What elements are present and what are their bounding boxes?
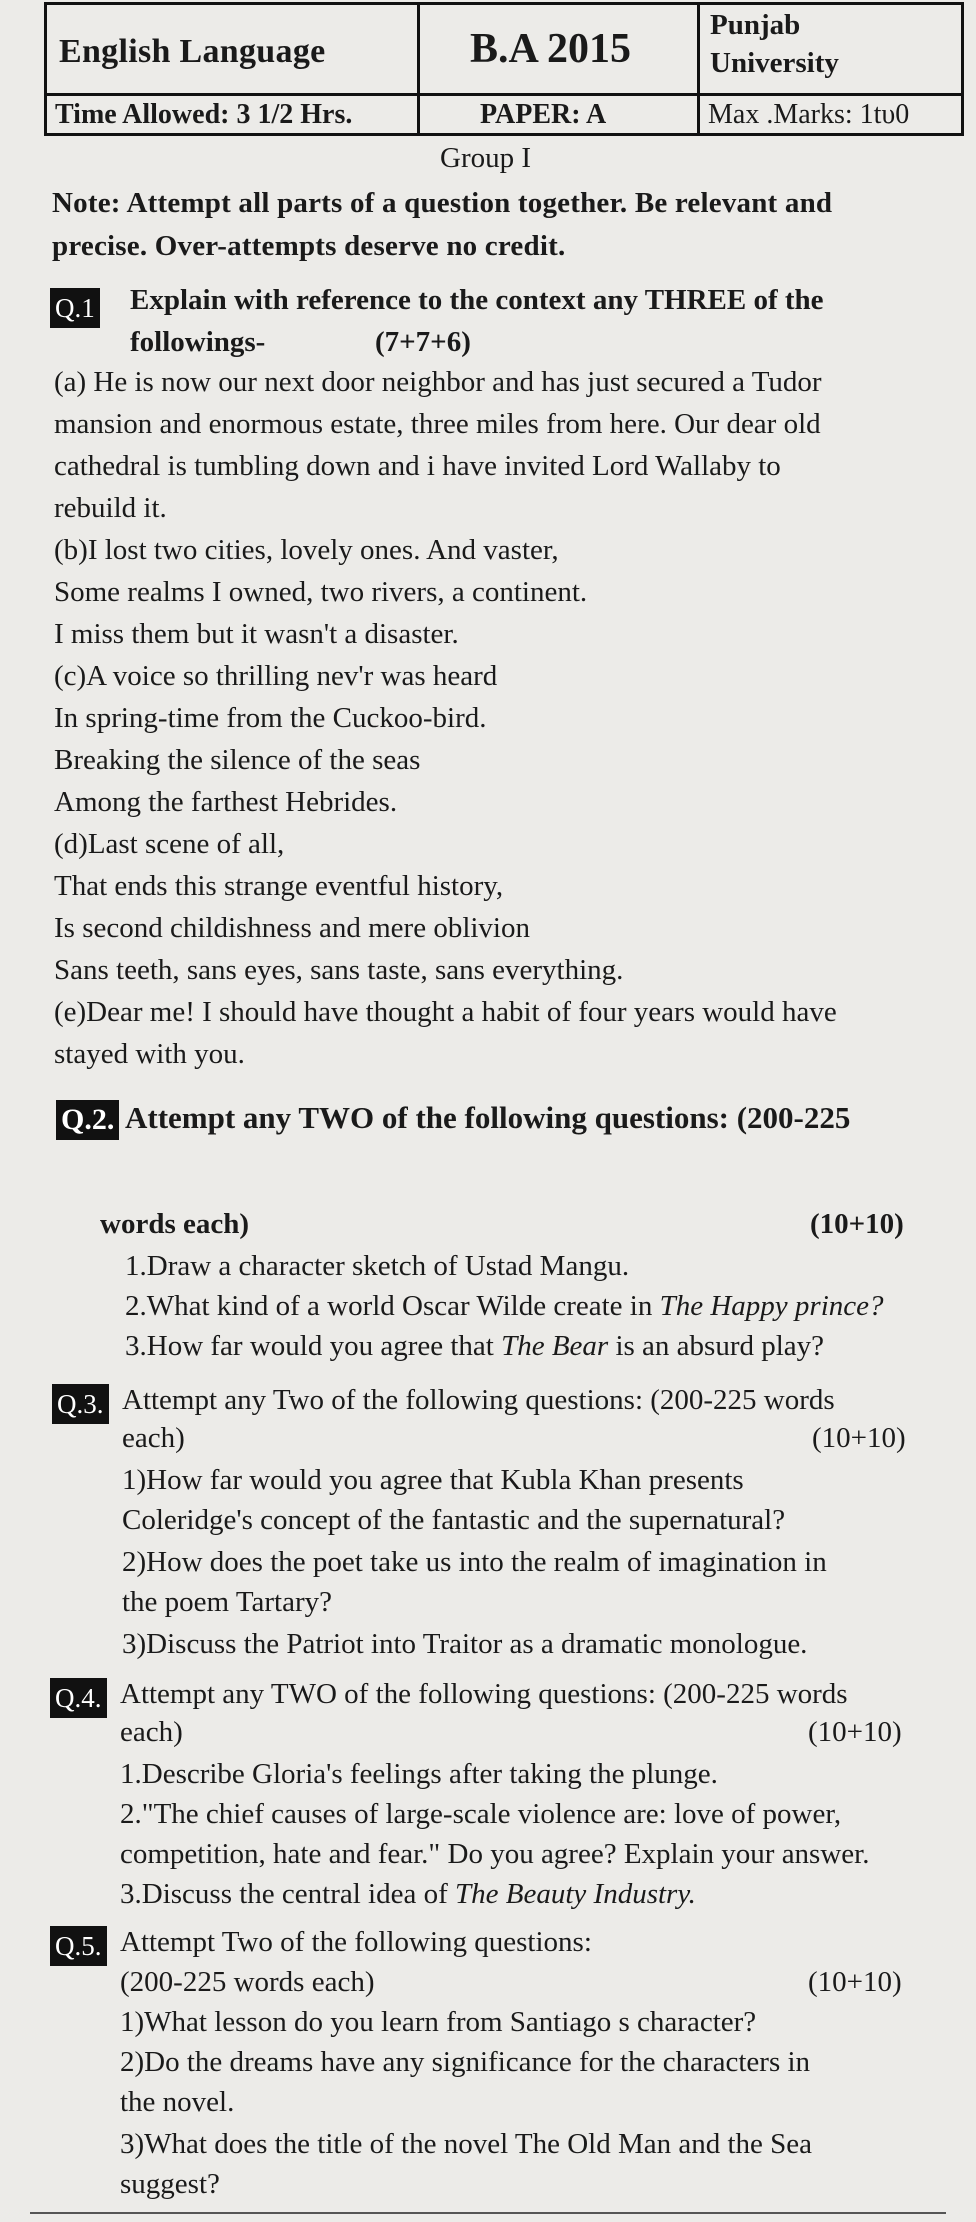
q5-marks: (10+10) [808,1966,902,1998]
q1-line: cathedral is tumbling down and i have invited Lord Wallaby to [54,450,781,482]
header-table [44,2,964,136]
q1-marks: (7+7+6) [375,326,471,358]
q1-line: stayed with you. [54,1038,245,1070]
q1-title-line1: Explain with reference to the context any THREE of the [130,284,824,316]
q1-line: That ends this strange eventful history, [54,870,504,902]
q3-line: 1)How far would you agree that Kubla Khan presents [122,1464,744,1496]
q1-line: rebuild it. [54,492,167,524]
q2-title-line2: words each) [100,1208,250,1240]
q2-item: 1.Draw a character sketch of Ustad Mangu. [125,1250,630,1282]
q3-line: 2)How does the poet take us into the realm of imagination in [122,1546,827,1578]
q1-line: (b)I lost two cities, lovely ones. And vaster, [54,534,559,566]
question-badge-q4: Q.4. [50,1678,107,1718]
q1-line: Among the farthest Hebrides. [54,786,398,818]
q4-line: 2."The chief causes of large-scale violence are: love of power, [120,1798,842,1830]
university-name-line2: University [710,47,839,79]
question-badge-q2: Q.2. [56,1100,119,1140]
question-badge-q1: Q.1 [50,288,100,328]
note-line-1: Note: Attempt all parts of a question together. Be relevant and [52,187,833,219]
q3-line: 3)Discuss the Patriot into Traitor as a dramatic monologue. [122,1628,808,1660]
q4-title: Attempt any TWO of the following questions: (200-225 words [120,1678,848,1710]
q1-line: Some realms I owned, two rivers, a continent. [54,576,588,608]
q2-item: 2.What kind of a world Oscar Wilde create in The Happy prince? [125,1290,884,1322]
q4-line: 3.Discuss the central idea of The Beauty Industry. [120,1878,696,1910]
instruction-note [52,182,967,268]
q1-line: mansion and enormous estate, three miles from here. Our dear old [54,408,821,440]
q1-line: I miss them but it wasn't a disaster. [54,618,459,650]
q1-line: (c)A voice so thrilling nev'r was heard [54,660,498,692]
q2-marks: (10+10) [810,1208,904,1240]
q1-line: Sans teeth, sans eyes, sans taste, sans everything. [54,954,624,986]
q5-line: the novel. [120,2086,235,2118]
q3-marks: (10+10) [812,1422,906,1454]
q3-line: Coleridge's concept of the fantastic and the supernatural? [122,1504,786,1536]
q1-line: (a) He is now our next door neighbor and has just secured a Tudor [54,366,822,398]
q4-line: competition, hate and fear." Do you agree? Explain your answer. [120,1838,870,1870]
q3-title: Attempt any Two of the following questions: (200-225 words [122,1384,835,1416]
q4-line: 1.Describe Gloria's feelings after taking the plunge. [120,1758,718,1790]
q3-title-line2: each) [122,1422,185,1454]
q1-line: (d)Last scene of all, [54,828,285,860]
q1-title-line2: followings- [130,326,266,358]
bottom-divider [30,2212,946,2214]
q4-marks: (10+10) [808,1716,902,1748]
max-marks: Max .Marks: 1tυ0 [708,99,910,130]
q3-line: the poem Tartary? [122,1586,333,1618]
q5-line: suggest? [120,2168,220,2200]
subject-title: English Language [59,33,326,70]
q5-line: 3)What does the title of the novel The Old Man and the Sea [120,2128,813,2160]
question-badge-q3: Q.3. [52,1384,109,1424]
note-line-2: precise. Over-attempts deserve no credit. [52,230,566,262]
degree-year: B.A 2015 [470,26,632,72]
q4-title-line2: each) [120,1716,183,1748]
q5-title-line2: (200-225 words each) [120,1966,375,1998]
q1-line: Is second childishness and mere oblivion [54,912,530,944]
group-heading: Group I [440,142,532,174]
q5-line: 2)Do the dreams have any significance for the characters in [120,2046,811,2078]
q1-line: (e)Dear me! I should have thought a habit of four years would have [54,996,837,1028]
q1-line: In spring-time from the Cuckoo-bird. [54,702,487,734]
q1-line: Breaking the silence of the seas [54,744,421,776]
paper-label: PAPER: A [480,99,607,130]
question-badge-q5: Q.5. [50,1926,107,1966]
q2-title: Attempt any TWO of the following questions: (200-225 [125,1100,851,1135]
q2-item: 3.How far would you agree that The Bear is an absurd play? [125,1330,825,1362]
q5-line: 1)What lesson do you learn from Santiago s character? [120,2006,757,2038]
q5-title: Attempt Two of the following questions: [120,1926,592,1958]
time-allowed: Time Allowed: 3 1/2 Hrs. [55,99,353,130]
university-name-line1: Punjab [710,9,801,41]
